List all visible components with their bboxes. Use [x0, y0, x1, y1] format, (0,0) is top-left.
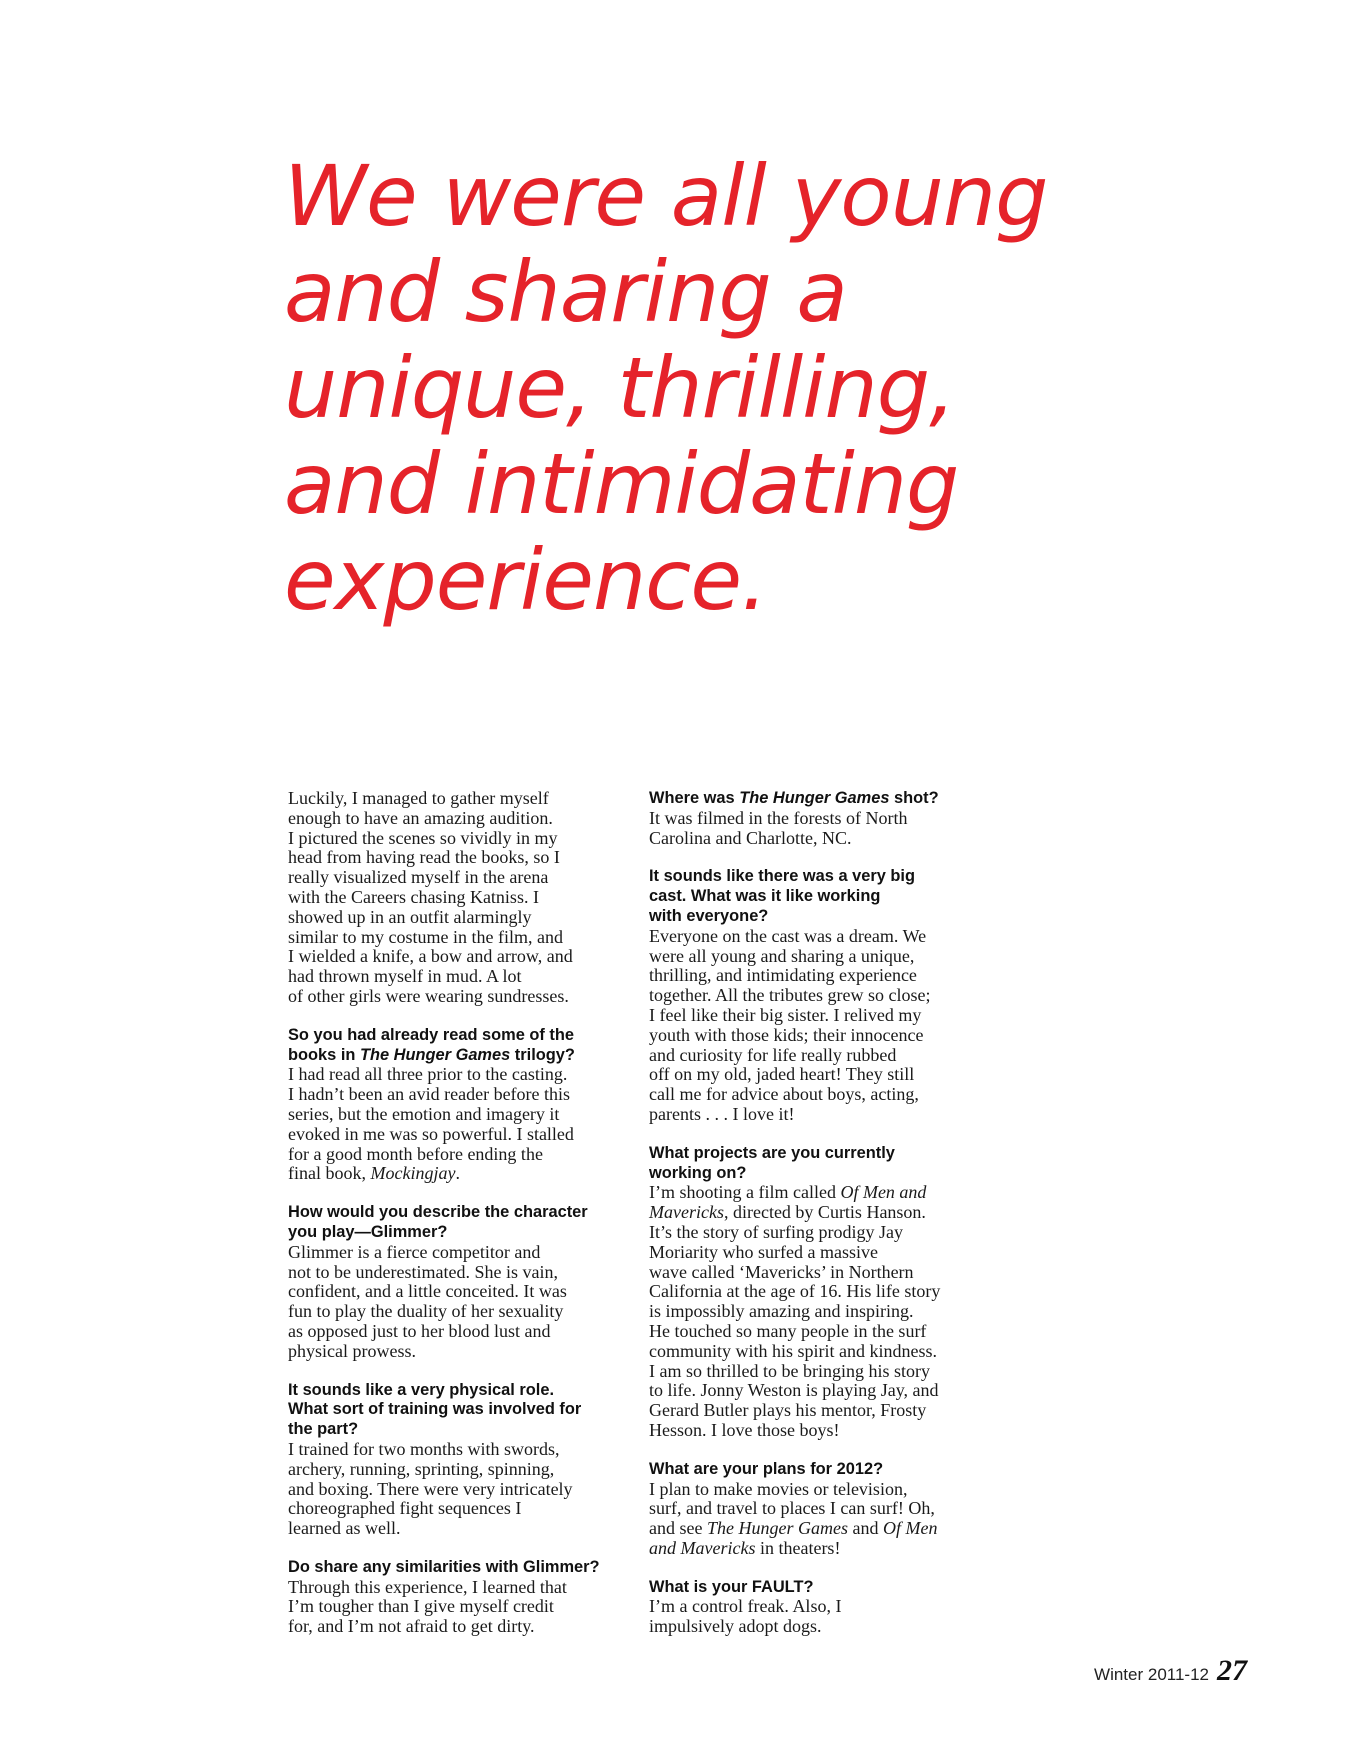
qa-block: [288, 1558, 628, 1637]
answer-line: [649, 1045, 896, 1065]
answer-line: [288, 1281, 567, 1301]
article-column-left: [288, 789, 628, 1656]
text-run: It sounds like a very physical role.: [288, 1380, 555, 1399]
question-line: [649, 907, 768, 925]
answer-line: [649, 1025, 923, 1045]
answer-line: [649, 1538, 840, 1558]
question-line: [649, 1460, 883, 1478]
interview-question: [649, 1578, 989, 1598]
text-run: for a good month before ending the: [288, 1143, 543, 1164]
answer-line: [288, 1577, 567, 1597]
intro-line: with the Careers chasing Katniss. I: [288, 886, 539, 907]
text-run: with everyone?: [649, 906, 769, 925]
text-run: and: [847, 1518, 883, 1539]
text-run: youth with those kids; their innocence: [649, 1024, 924, 1045]
intro-line: I wielded a knife, a bow and arrow, and: [288, 946, 573, 967]
answer-line: [649, 1380, 939, 1400]
answer-line: [288, 1262, 558, 1282]
answer-line: [649, 1596, 841, 1616]
pull-quote: [284, 148, 1184, 628]
text-run: as opposed just to her blood lust and: [288, 1320, 551, 1341]
text-run: What projects are you currently: [649, 1143, 895, 1162]
article-column-right: [649, 789, 989, 1656]
interview-question: [649, 1144, 989, 1184]
intro-line: I pictured the scenes so vividly in my: [288, 827, 558, 848]
text-run: is impossibly amazing and inspiring.: [649, 1301, 914, 1322]
text-run: to life. Jonny Weston is playing Jay, and: [649, 1380, 939, 1401]
answer-line: [649, 946, 914, 966]
answer-line: [288, 1124, 574, 1144]
text-run: I feel like their big sister. I relived my: [649, 1004, 922, 1025]
interview-question: [288, 1381, 628, 1440]
question-line: [649, 1144, 895, 1162]
answer-line: [649, 1479, 907, 1499]
answer-line: [649, 1400, 926, 1420]
interview-answer: [649, 1597, 989, 1637]
answer-line: [649, 1064, 914, 1084]
answer-line: [649, 1222, 903, 1242]
text-run: trilogy?: [510, 1045, 575, 1064]
text-run: Do share any similarities with Glimmer?: [288, 1557, 600, 1576]
text-run: thrilling, and intimidating experience: [649, 965, 917, 986]
text-run: books in: [288, 1045, 360, 1064]
text-run: .: [455, 1163, 460, 1184]
text-run: and see: [649, 1518, 707, 1539]
italic-title: Mavericks: [649, 1202, 724, 1223]
qa-block: [649, 1144, 989, 1441]
answer-line: [649, 1005, 921, 1025]
question-line: [288, 1400, 581, 1418]
answer-line: [288, 1064, 567, 1084]
text-run: California at the age of 16. His life story: [649, 1281, 941, 1302]
answer-line: [288, 1321, 550, 1341]
qa-block: [649, 789, 989, 848]
answer-line: [649, 1084, 919, 1104]
answer-line: [288, 1144, 543, 1164]
intro-line: enough to have an amazing audition.: [288, 807, 553, 828]
text-run: It’s the story of surfing prodigy Jay: [649, 1221, 903, 1242]
answer-line: [649, 1420, 839, 1440]
question-line: [288, 1026, 574, 1044]
text-run: I’m tougher than I give myself credit: [288, 1596, 554, 1617]
text-run: evoked in me was so powerful. I stalled: [288, 1123, 574, 1144]
pull-quote-line: unique, thrilling,: [284, 339, 955, 437]
answer-line: [649, 1518, 937, 1538]
answer-line: [649, 1182, 926, 1202]
interview-answer: [649, 927, 989, 1125]
text-run: I am so thrilled to be bringing his story: [649, 1360, 930, 1381]
text-run: you play—Glimmer?: [288, 1222, 448, 1241]
intro-line: Luckily, I managed to gather myself: [288, 788, 549, 808]
answer-line: [288, 1498, 521, 1518]
italic-title: The Hunger Games: [739, 789, 890, 807]
answer-line: [649, 1281, 940, 1301]
text-run: and boxing. There were very intricately: [288, 1478, 573, 1499]
text-run: community with his spirit and kindness.: [649, 1340, 937, 1361]
text-run: off on my old, jaded heart! They still: [649, 1064, 915, 1085]
text-run: I’m shooting a film called: [649, 1182, 841, 1203]
answer-line: [649, 1104, 794, 1124]
answer-line: [649, 1361, 930, 1381]
text-run: What are your plans for 2012?: [649, 1459, 884, 1478]
question-line: [649, 867, 915, 885]
italic-title: Of Men and: [840, 1182, 927, 1203]
interview-answer: [288, 1243, 628, 1362]
answer-line: [649, 1616, 822, 1636]
answer-line: [288, 1301, 563, 1321]
answer-line: [649, 926, 926, 946]
text-run: It sounds like there was a very big: [649, 867, 915, 886]
text-run: Moriarity who surfed a massive: [649, 1241, 878, 1262]
interview-question: [288, 1558, 628, 1578]
interview-question: [649, 867, 989, 926]
text-run: I trained for two months with swords,: [288, 1438, 560, 1459]
intro-line: really visualized myself in the arena: [288, 867, 549, 888]
text-run: archery, running, sprinting, spinning,: [288, 1458, 555, 1479]
answer-line: [649, 828, 851, 848]
text-run: wave called ‘Mavericks’ in Northern: [649, 1261, 914, 1282]
text-run: in theaters!: [755, 1537, 841, 1558]
interview-answer: [288, 1440, 628, 1539]
text-run: Gerard Butler plays his mentor, Frosty: [649, 1400, 927, 1421]
intro-line: head from having read the books, so I: [288, 847, 560, 868]
intro-paragraph: [288, 789, 628, 1007]
qa-list-left: [288, 1026, 628, 1637]
text-run: and curiosity for life really rubbed: [649, 1044, 897, 1065]
answer-line: [288, 1163, 460, 1183]
intro-line: similar to my costume in the film, and: [288, 926, 563, 947]
question-line: [288, 1558, 600, 1576]
text-run: physical prowess.: [288, 1340, 416, 1361]
interview-question: [649, 1460, 989, 1480]
pull-quote-line: and sharing a: [284, 243, 847, 341]
question-line: [649, 887, 880, 905]
intro-line: of other girls were wearing sundresses.: [288, 985, 569, 1006]
answer-line: [288, 1084, 570, 1104]
answer-line: [288, 1242, 540, 1262]
text-run: How would you describe the character: [288, 1203, 588, 1222]
answer-line: [649, 1321, 926, 1341]
answer-line: [649, 1301, 913, 1321]
interview-answer: [649, 1480, 989, 1559]
italic-title: The Hunger Games: [359, 1045, 511, 1064]
answer-line: [649, 1498, 935, 1518]
text-run: learned as well.: [288, 1518, 401, 1539]
answer-line: [288, 1616, 535, 1636]
page-number: 27: [1217, 1654, 1247, 1687]
answer-line: [288, 1439, 559, 1459]
intro-line: had thrown myself in mud. A lot: [288, 966, 522, 987]
text-run: parents . . . I love it!: [649, 1103, 795, 1124]
answer-line: [649, 1242, 878, 1262]
italic-title: Mockingjay: [370, 1163, 456, 1184]
question-line: [288, 1223, 447, 1241]
qa-block: [649, 1460, 989, 1559]
qa-list-right: [649, 789, 989, 1637]
interview-question: [649, 789, 989, 809]
interview-question: [288, 1203, 628, 1243]
italic-title: and Mavericks: [649, 1537, 756, 1558]
text-run: What sort of training was involved for: [288, 1400, 582, 1419]
interview-answer: [649, 809, 989, 849]
text-run: final book,: [288, 1163, 371, 1184]
italic-title: The Hunger Games: [706, 1518, 848, 1539]
text-run: I hadn’t been an avid reader before this: [288, 1084, 571, 1105]
answer-line: [288, 1479, 573, 1499]
text-run: call me for advice about boys, acting,: [649, 1084, 919, 1105]
text-run: shot?: [889, 789, 939, 807]
text-run: confident, and a little conceited. It was: [288, 1281, 567, 1302]
answer-line: [649, 1262, 914, 1282]
text-run: impulsively adopt dogs.: [649, 1616, 822, 1637]
question-line: [288, 1046, 575, 1064]
answer-line: [288, 1459, 554, 1479]
text-run: fun to play the duality of her sexuality: [288, 1301, 564, 1322]
intro-line: showed up in an outfit alarmingly: [288, 906, 532, 927]
pull-quote-line: We were all young: [284, 147, 1048, 245]
text-run: Hesson. I love those boys!: [649, 1419, 840, 1440]
interview-answer: [288, 1578, 628, 1637]
qa-block: [288, 1381, 628, 1539]
answer-line: [288, 1341, 416, 1361]
question-line: [649, 1164, 746, 1182]
question-line: [649, 789, 939, 807]
answer-line: [649, 808, 907, 828]
answer-line: [288, 1104, 559, 1124]
question-line: [288, 1420, 358, 1438]
answer-line: [649, 1341, 937, 1361]
qa-block: [288, 1026, 628, 1184]
text-run: , directed by Curtis Hanson.: [723, 1202, 926, 1223]
interview-answer: [288, 1065, 628, 1184]
answer-line: [288, 1518, 400, 1538]
text-run: Where was: [649, 789, 740, 807]
interview-question: [288, 1026, 628, 1066]
text-run: Everyone on the cast was a dream. We: [649, 925, 927, 946]
answer-line: [649, 1202, 926, 1222]
qa-block: [649, 867, 989, 1124]
text-run: not to be underestimated. She is vain,: [288, 1261, 558, 1282]
text-run: for, and I’m not afraid to get dirty.: [288, 1616, 535, 1637]
text-run: So you had already read some of the: [288, 1025, 575, 1044]
text-run: I had read all three prior to the casting.: [288, 1064, 568, 1085]
text-run: were all young and sharing a unique,: [649, 945, 915, 966]
interview-answer: [649, 1183, 989, 1440]
qa-block: [649, 1578, 989, 1637]
text-run: series, but the emotion and imagery it: [288, 1103, 560, 1124]
question-line: [288, 1203, 588, 1221]
text-run: choreographed fight sequences I: [288, 1498, 522, 1519]
text-run: Carolina and Charlotte, NC.: [649, 827, 852, 848]
text-run: together. All the tributes grew so close;: [649, 985, 931, 1006]
text-run: I plan to make movies or television,: [649, 1478, 908, 1499]
pull-quote-line: and intimidating: [284, 435, 959, 533]
text-run: cast. What was it like working: [649, 887, 881, 906]
text-run: He touched so many people in the surf: [649, 1320, 927, 1341]
text-run: Through this experience, I learned that: [288, 1576, 567, 1597]
page-footer: [1094, 1654, 1247, 1688]
issue-label: Winter 2011-12: [1094, 1665, 1209, 1684]
question-line: [288, 1381, 554, 1399]
text-run: I’m a control freak. Also, I: [649, 1596, 842, 1617]
text-run: It was filmed in the forests of North: [649, 807, 908, 828]
text-run: surf, and travel to places I can surf! Oh,: [649, 1498, 935, 1519]
answer-line: [649, 965, 917, 985]
question-line: [649, 1578, 814, 1596]
pull-quote-line: experience.: [284, 531, 767, 629]
answer-line: [288, 1596, 554, 1616]
text-run: Glimmer is a fierce competitor and: [288, 1241, 541, 1262]
text-run: working on?: [649, 1163, 747, 1182]
italic-title: Of Men: [882, 1518, 938, 1539]
qa-block: [288, 1203, 628, 1361]
answer-line: [649, 985, 930, 1005]
text-run: the part?: [288, 1420, 359, 1439]
text-run: What is your FAULT?: [649, 1577, 814, 1596]
